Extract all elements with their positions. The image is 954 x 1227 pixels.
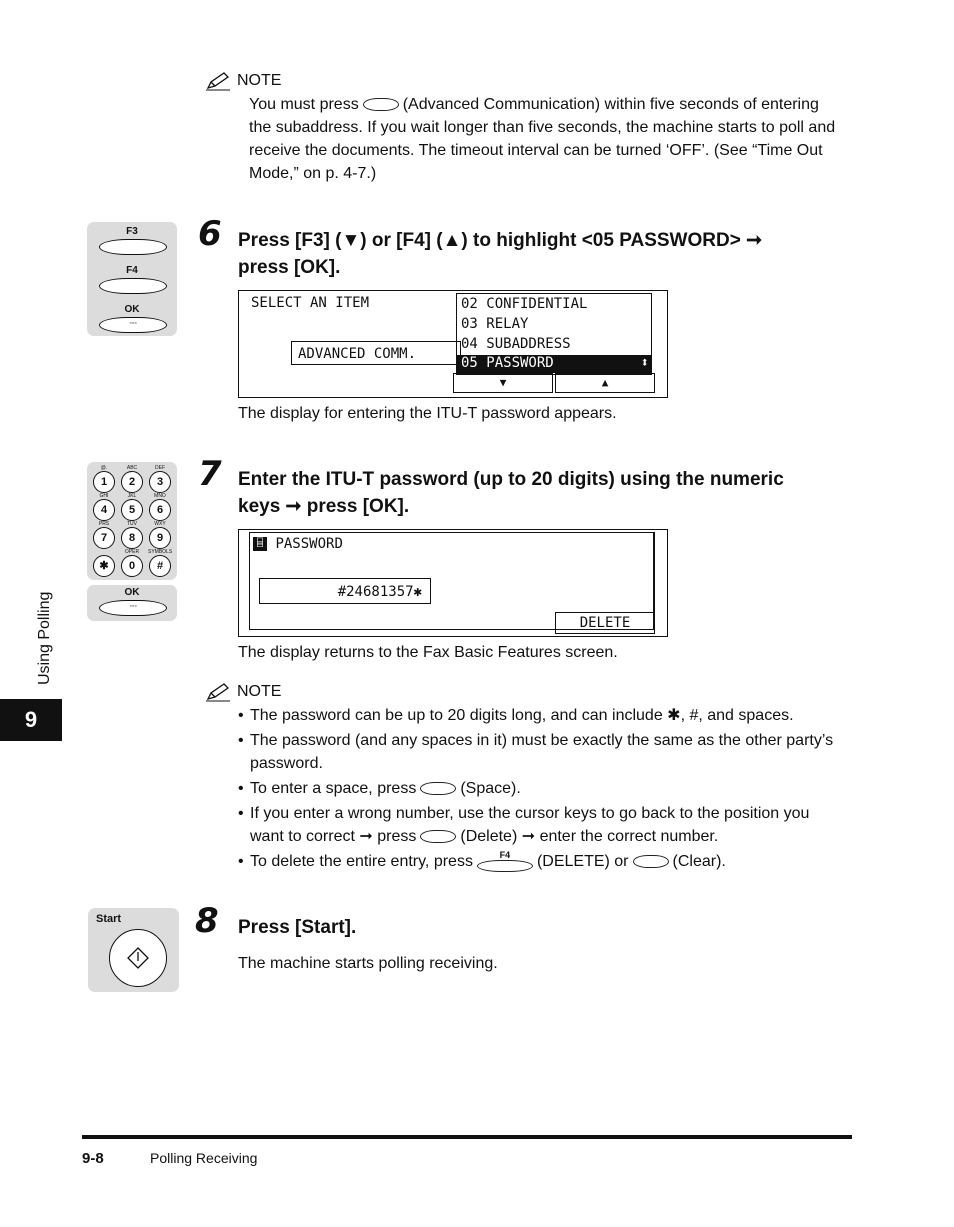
delete-button: DELETE <box>555 612 655 634</box>
side-tab-label-container <box>0 565 62 695</box>
key-6: 6 <box>149 499 171 521</box>
list-item-selected: 05 PASSWORD ⬍ <box>457 355 651 373</box>
caption: The display for entering the ITU-T password appears. <box>238 405 617 422</box>
caption: The machine starts polling receiving. <box>238 955 498 972</box>
note-bullets <box>238 704 868 875</box>
password-field: #24681357✱ <box>259 578 431 604</box>
note-body: You must press (Advanced Communication) within five seconds of entering the subaddress. If you wait longer than five seconds, the machine starts to poll and receive the documents. The timeout interval can be turned ‘OFF’. (See “Time Out Mode,” on p. 4-7.) <box>249 96 836 182</box>
key-8: 8 <box>121 527 143 549</box>
f3-key <box>99 239 167 255</box>
ok-key-panel: OK ◦◦◦ <box>87 585 177 621</box>
delete-button-icon <box>420 830 456 843</box>
fax-icon: ⌸ <box>253 537 267 551</box>
list-item: • To delete the entire entry, press F4 (DELETE) or (Clear). <box>238 850 868 873</box>
key-7: 7 <box>93 527 115 549</box>
start-icon <box>110 930 166 986</box>
footer-rule <box>82 1135 852 1139</box>
key-9: 9 <box>149 527 171 549</box>
key-5: 5 <box>121 499 143 521</box>
advanced-comm-button-icon <box>363 98 399 111</box>
f4-key <box>99 278 167 294</box>
key-4: 4 <box>93 499 115 521</box>
f-keys-panel: F3 F4 OK ◦◦◦ <box>87 222 177 336</box>
ok-key: ◦◦◦ <box>99 317 167 333</box>
footer-section: Polling Receiving <box>150 1150 258 1166</box>
start-key-panel: Start <box>88 908 179 992</box>
up-arrow-button: ▲ <box>555 373 655 393</box>
list-item: • The password (and any spaces in it) must be exactly the same as the other party’s password. <box>238 729 868 775</box>
caption: The display returns to the Fax Basic Features screen. <box>238 644 618 661</box>
lcd-password: ⌸ PASSWORD #24681357✱ DELETE <box>238 529 668 637</box>
step-number: 6 <box>198 214 222 254</box>
scroll-icon: ⬍ <box>640 355 649 371</box>
list-item: • The password can be up to 20 digits long, and can include ✱, #, and spaces. <box>238 704 868 727</box>
key-hash: # <box>149 555 171 577</box>
item-list <box>456 293 652 375</box>
step-title: Press [F3] (▼) or [F4] (▲) to highlight <05 PASSWORD> ➞ press [OK]. <box>238 230 762 278</box>
current-selection: ADVANCED COMM. <box>291 341 461 365</box>
key-0: 0 <box>121 555 143 577</box>
key-2: 2 <box>121 471 143 493</box>
list-item: • If you enter a wrong number, use the cursor keys to go back to the position you want to correct ➞ press (Delete) ➞ enter the correct number. <box>238 802 868 848</box>
side-tab-label: Using Polling <box>36 591 53 685</box>
list-item: • To enter a space, press (Space). <box>238 777 868 800</box>
key-3: 3 <box>149 471 171 493</box>
pencil-icon <box>205 71 231 91</box>
note-heading <box>205 682 281 702</box>
step-number: 7 <box>198 454 222 494</box>
chapter-tab: 9 <box>0 699 62 741</box>
note-label: NOTE <box>237 683 282 700</box>
step-title: Press [Start]. <box>238 917 357 938</box>
key-1: 1 <box>93 471 115 493</box>
step-title: Enter the ITU-T password (up to 20 digits) using the numeric keys ➞ press [OK]. <box>238 469 784 517</box>
down-arrow-button: ▼ <box>453 373 553 393</box>
key-star: ✱ <box>93 555 115 577</box>
page-number: 9-8 <box>82 1150 104 1167</box>
note-heading <box>205 71 281 91</box>
space-button-icon <box>420 782 456 795</box>
pencil-icon <box>205 682 231 702</box>
list-item: 04 SUBADDRESS <box>461 336 571 352</box>
lcd-select-item: SELECT AN ITEM ADVANCED COMM. 02 CONFIDENTIAL 03 RELAY 04 SUBADDRESS 05 PASSWORD ⬍ ▼ ▲ <box>238 290 668 398</box>
note-label: NOTE <box>237 72 282 89</box>
ok-key: ◦◦◦ <box>99 600 167 616</box>
start-key <box>109 929 167 987</box>
clear-button-icon <box>633 855 669 868</box>
list-item: 02 CONFIDENTIAL <box>461 296 588 312</box>
f4-key-icon: F4 <box>477 851 533 872</box>
numeric-keypad: @. ABC DEF GHI JKL MNO PRS TUV WXY OPER SYMBOLS 1 2 3 4 5 6 7 8 9 ✱ 0 # <box>87 462 177 580</box>
list-item: 03 RELAY <box>461 316 529 332</box>
step-number: 8 <box>195 901 219 941</box>
